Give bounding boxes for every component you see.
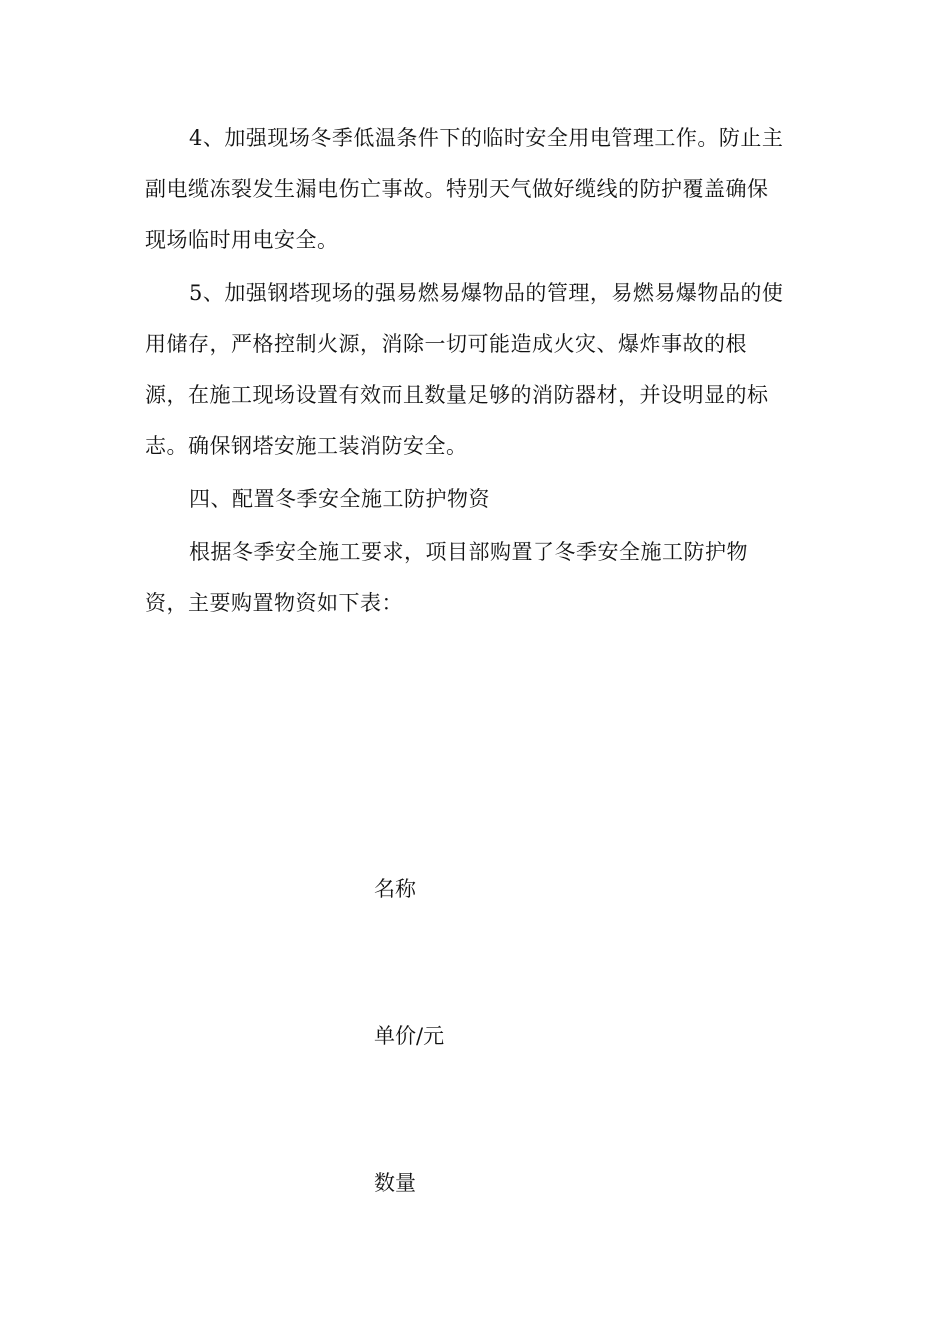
text-line: 副电缆冻裂发生漏电伤亡事故。特别天气做好缆线的防护覆盖确保 [145, 177, 769, 201]
body-text [145, 113, 810, 631]
table-header-name: 名称 [374, 877, 416, 901]
text-line: 根据冬季安全施工要求，项目部购置了冬季安全施工防护物 [189, 540, 748, 564]
paragraph-materials-intro [145, 527, 810, 629]
text-line: 5、加强钢塔现场的强易燃易爆物品的管理，易燃易爆物品的使 [189, 281, 784, 305]
text-line: 用储存，严格控制火源，消除一切可能造成火灾、爆炸事故的根 [145, 332, 747, 356]
section-heading [145, 474, 810, 525]
text-line: 资，主要购置物资如下表： [145, 591, 403, 615]
text-line: 源，在施工现场设置有效而且数量足够的消防器材，并设明显的标 [145, 383, 769, 407]
text-line: 现场临时用电安全。 [145, 228, 339, 252]
text-line: 4、加强现场冬季低温条件下的临时安全用电管理工作。防止主 [189, 126, 784, 150]
text-line: 志。确保钢塔安施工装消防安全。 [145, 434, 468, 458]
paragraph-fire-safety [145, 268, 810, 472]
paragraph-electrical-safety [145, 113, 810, 266]
table-header-quantity: 数量 [374, 1171, 416, 1195]
table-header-unit-price: 单价/元 [374, 1024, 445, 1048]
text-line: 四、配置冬季安全施工防护物资 [189, 487, 490, 511]
